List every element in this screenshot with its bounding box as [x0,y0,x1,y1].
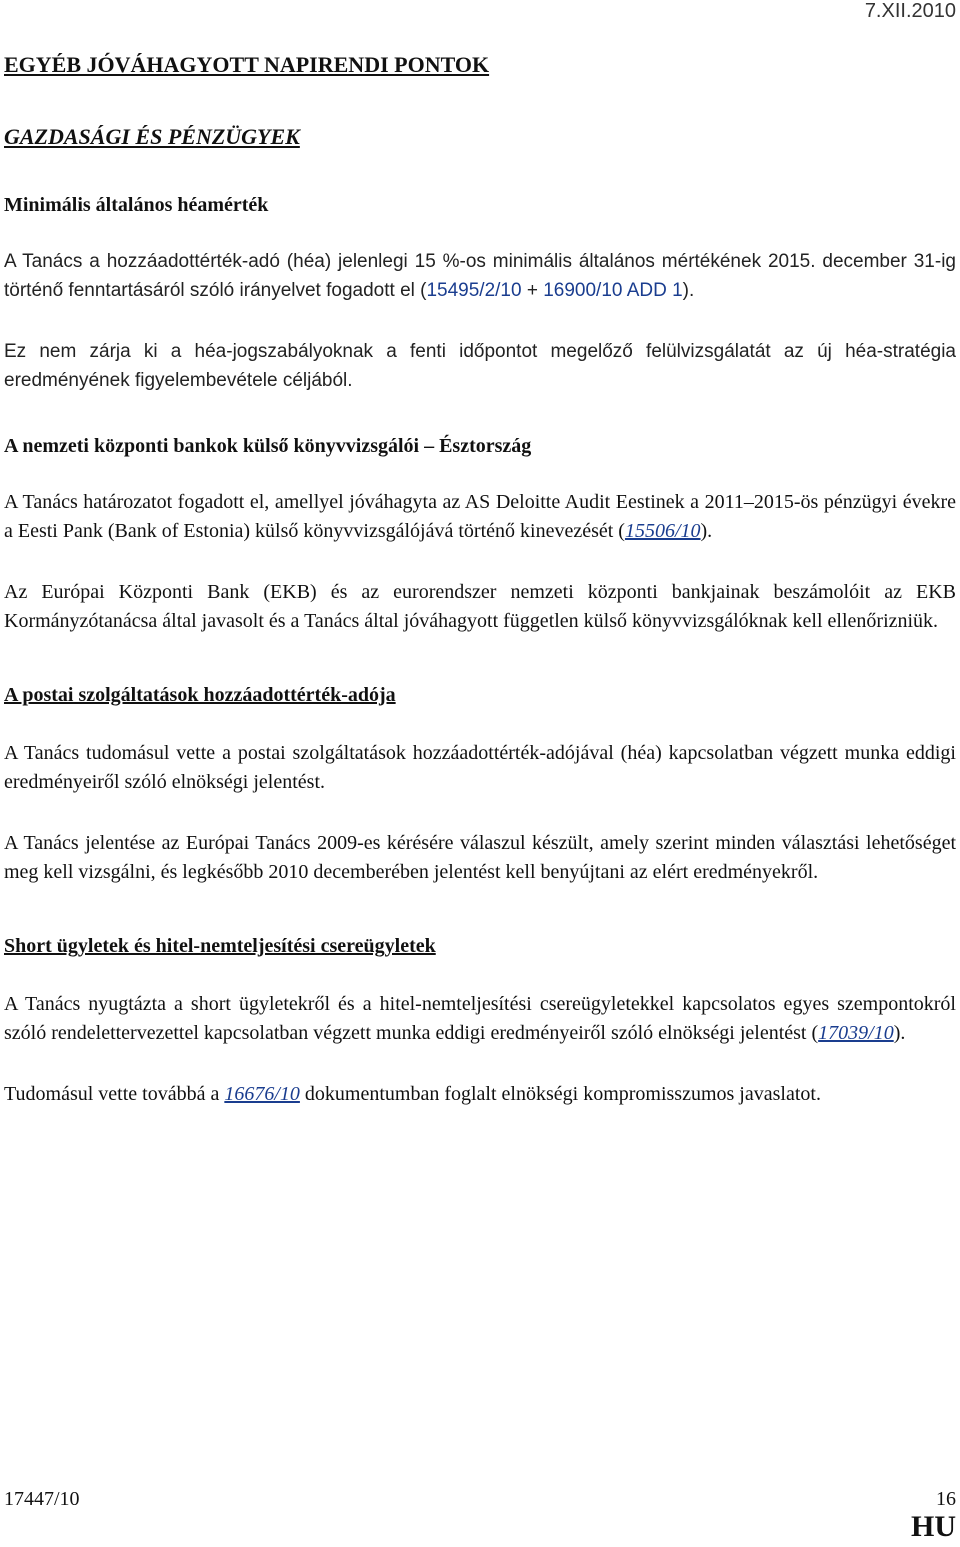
item-paragraph: Ez nem zárja ki a héa-jogszabályoknak a fenti időpontot megelőző felülvizsgálatát az új héa-stratégia eredményének figyelembevétele céljából. [4,341,956,391]
item-title-short-selling: Short ügyletek és hitel-nemteljesítési csereügyletek [4,935,436,957]
footer-doc-number: 17447/10 [4,1488,80,1510]
item-title-postal-vat: A postai szolgáltatások hozzáadottérték-adója [4,684,396,706]
document-link-16900[interactable]: 16900/10 ADD 1 [543,280,683,301]
item-paragraph: A Tanács tudomásul vette a postai szolgáltatások hozzáadottérték-adójával (héa) kapcsolatban végzett munka eddigi eredményeiről szóló elnökségi jelentést. [4,742,956,793]
document-date: 7.XII.2010 [864,0,956,22]
item-title-vat-rate: Minimális általános héamérték [4,194,269,216]
item-paragraph: A Tanács nyugtázta a short ügyletekről és a hitel-nemteljesítési csereügyletekkel kapcsolatos egyes szempontokról szóló rendelettervezettel kapcsolatban végzett munka eddigi eredményeiről szóló elnökségi jelentést (17039/10). [4,993,956,1044]
item-title-auditors: A nemzeti központi bankok külső könyvvizsgálói – Észtország [4,435,532,457]
document-link-17039[interactable]: 17039/10 [818,1022,894,1044]
document-content [4,52,956,1141]
document-link-16676[interactable]: 16676/10 [224,1083,300,1105]
document-link-15495[interactable]: 15495/2/10 [426,280,522,301]
document-link-15506[interactable]: 15506/10 [624,520,701,542]
footer-page-number: 16 [936,1488,956,1510]
section-title: EGYÉB JÓVÁHAGYOTT NAPIRENDI PONTOK [4,52,490,77]
item-paragraph: A Tanács határozatot fogadott el, amellyel jóváhagyta az AS Deloitte Audit Eestinek a 2011–2015-ös pénzügyi évekre a Eesti Pank (Bank of Estonia) külső könyvvizsgálójává történő kinevezését (15506/10). [4,491,956,542]
item-paragraph: A Tanács a hozzáadottérték-adó (héa) jelenlegi 15 %-os minimális általános mértékének 2015. december 31-ig történő fenntartásáról szóló irányelvet fogadott el (15495/2/10 + 16900/10 ADD 1). [4,251,956,301]
subsection-title: GAZDASÁGI ÉS PÉNZÜGYEK [4,124,300,149]
footer-language: HU [911,1510,956,1543]
item-paragraph: Tudomásul vette továbbá a 16676/10 dokumentumban foglalt elnökségi kompromisszumos javaslatot. [4,1083,821,1105]
item-paragraph: A Tanács jelentése az Európai Tanács 2009-es kérésére válaszul készült, amely szerint minden választási lehetőséget meg kell vizsgálni, és legkésőbb 2010 decemberében jelentést kell benyújtani az elért eredményekről. [4,832,956,883]
item-paragraph: Az Európai Központi Bank (EKB) és az eurorendszer nemzeti központi bankjainak beszámolóit az EKB Kormányzótanácsa által javasolt és a Tanács által jóváhagyott független külső könyvvizsgálóknak kell ellenőrizniük. [4,581,956,632]
